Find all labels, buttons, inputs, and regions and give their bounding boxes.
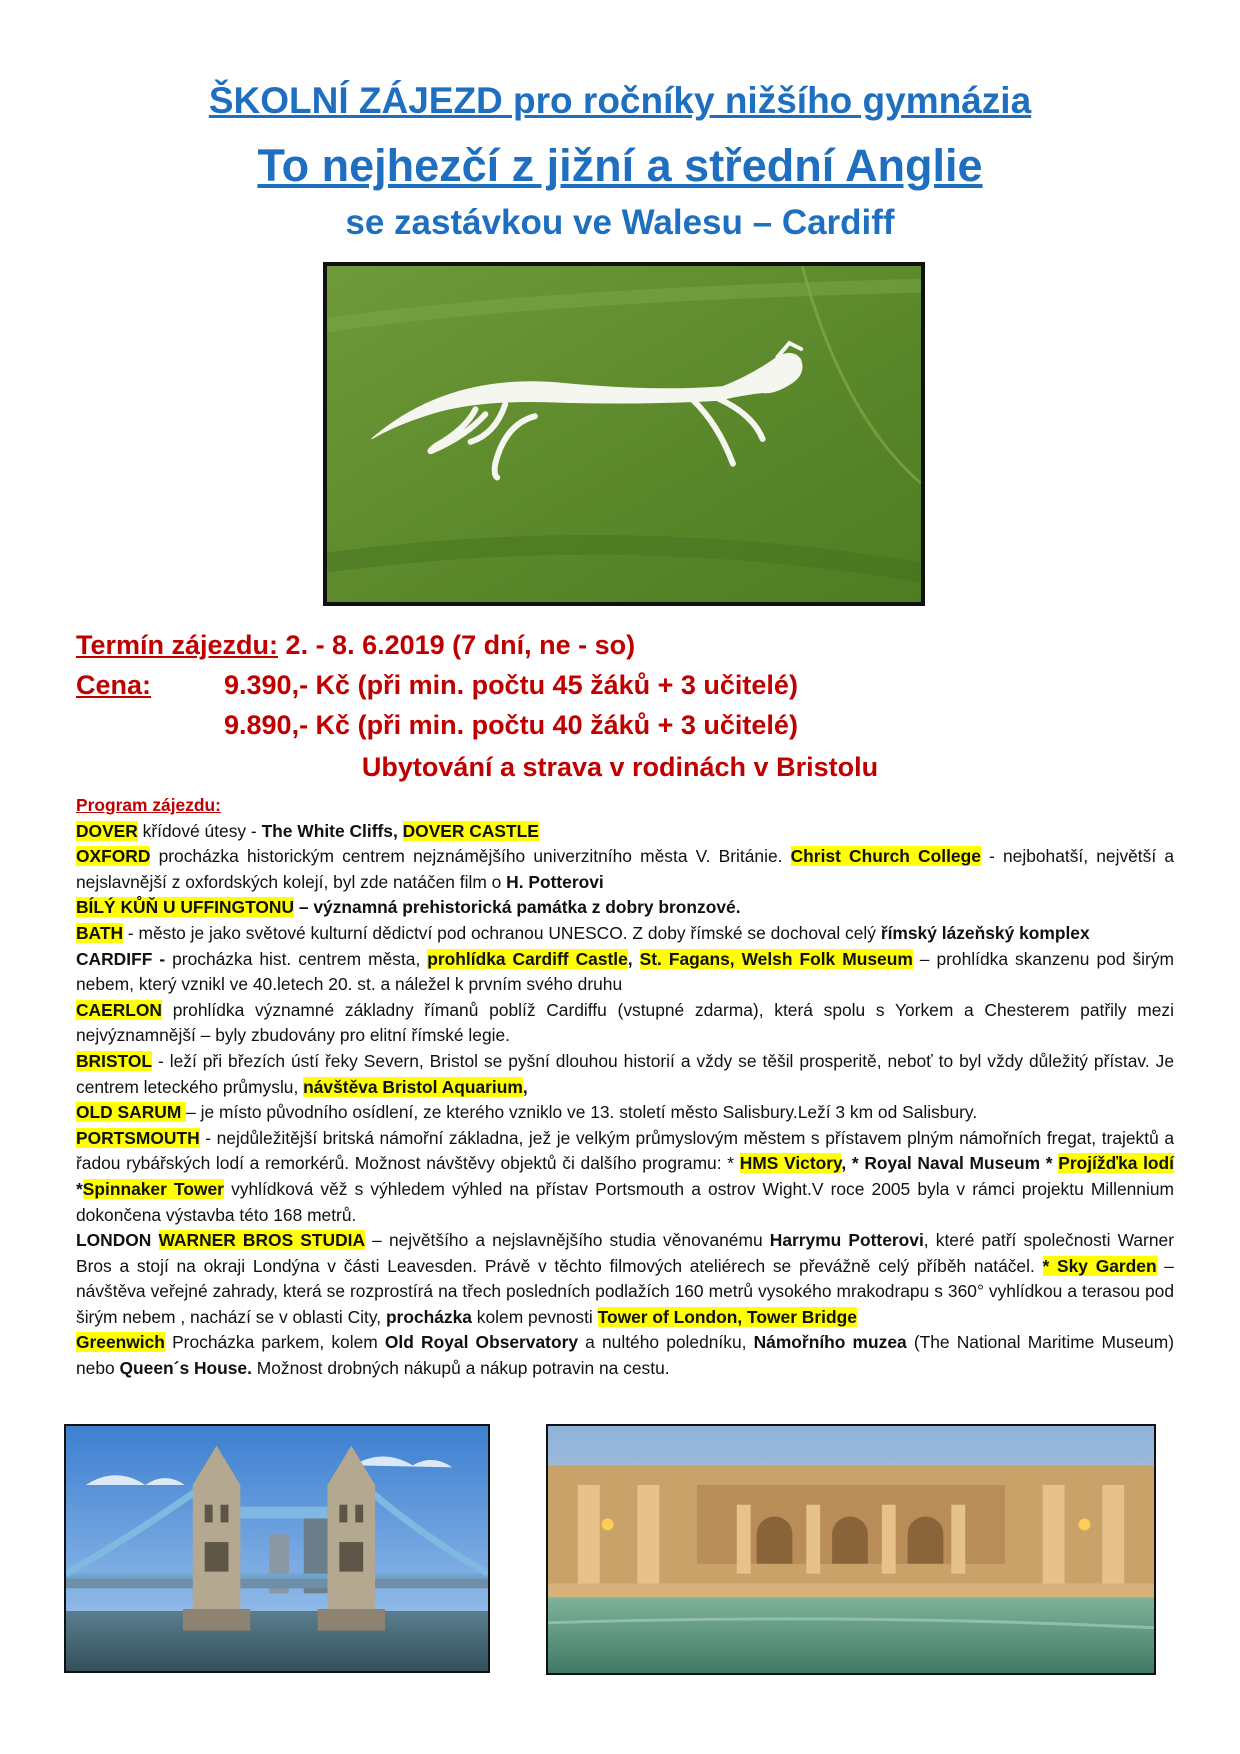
horse-text: – významná prehistorická památka z dobry bronzové. [294,897,741,918]
bristol-aquarium: návštěva Bristol Aquarium [303,1076,523,1097]
program-item-cardiff [76,947,1174,998]
dover-castle: DOVER CASTLE [402,820,539,841]
title-line-2: To nejhezčí z jižní a střední Anglie [257,140,983,191]
portsmouth-victory: HMS Victory [739,1153,842,1174]
horse-name: BÍLÝ KŮŇ U UFFINGTONU [76,897,295,918]
dover-sep: , [392,820,403,841]
portsmouth-text-5: vyhlídková věž s výhledem výhled na přístav Portsmouth a ostrov Wight.V roce 2005 byla v rámci projektu Millennium dokončena výstavba této 168 metrů. [76,1178,1174,1225]
cardiff-castle: prohlídka Cardiff Castle [427,948,628,969]
bath-complex: římský lázeňský komplex [880,922,1090,943]
sarum-name: OLD SARUM [76,1102,187,1123]
greenwich-name: Greenwich [76,1332,165,1353]
london-space [151,1230,158,1250]
program-heading [76,793,1174,819]
bristol-text-2: , [522,1076,528,1097]
tower-bridge-image [64,1424,490,1673]
london-harry: Harrymu Potterovi [769,1230,924,1251]
bristol-name: BRISTOL [76,1050,153,1071]
oxford-name: OXFORD [76,846,151,867]
london-text-4: kolem pevnosti [471,1306,598,1327]
program-item-london [76,1228,1174,1330]
greenwich-observatory: Old Royal Observatory [384,1332,579,1353]
bath-text: - město je jako světové kulturní dědictví pod ochranou UNESCO. Z doby římské se dochoval celý [123,922,881,943]
program-item-portsmouth [76,1126,1174,1228]
bristol-text-1: - leží při březích ústí řeky Severn, Bristol se pyšní dlouhou historií a vždy se těšil prosperitě, neboť to byl vždy důležitý přístav. Je centrem leteckého průmyslu, [76,1050,1174,1097]
portsmouth-tower: Spinnaker Tower [82,1178,224,1199]
trip-term [76,630,635,661]
program-item-oxford [76,844,1174,895]
london-studio: WARNER BROS STUDIA [158,1230,366,1251]
greenwich-queens-house: Queen´s House. [119,1358,252,1379]
portsmouth-text-4: * [76,1178,83,1199]
term-value: 2. - 8. 6.2019 (7 dní, ne - so) [285,630,636,660]
price-label: Cena: [76,670,152,700]
london-text-2: , které patří společnosti Warner Bros a stojí na okraji Londýna v části Leavesden. Právě v těchto filmových ateliérech se převážně celý příběh natáčel. [76,1230,1174,1276]
price-line-1 [76,670,798,701]
oxford-text-1: procházka historickým centrem nejznámějšího univerzitního města V. Británie. [150,846,791,867]
oxford-college: Christ Church College [790,846,981,867]
program-item-horse [76,895,1174,921]
london-text-1: – největšího a nejslavnějšího studia věnovanému [365,1230,770,1251]
accommodation-note: Ubytování a strava v rodinách v Bristolu [361,752,879,782]
portsmouth-boat: Projížďka lodí [1058,1153,1175,1174]
program-item-greenwich [76,1330,1174,1381]
uffington-white-horse-image [323,262,925,606]
portsmouth-text-1: - nejdůležitější britská námořní základna, jež je velkým průmyslovým městem s přístavem plným námořních fregat, trajektů a řadou rybářských lodí a remorkérů. Možnost návštěvy objektů či dalšího programu: * [76,1127,1174,1174]
program-item-dover [76,819,1174,845]
program-item-sarum [76,1100,1174,1126]
dover-text: křídové útesy - [137,820,262,841]
caerlon-name: CAERLON [76,999,162,1020]
portsmouth-text-2: , * [841,1153,865,1174]
greenwich-text-1: Procházka parkem, kolem [164,1332,385,1353]
oxford-text-2: - nejbohatší, největší a nejslavnější z oxfordských kolejí, byl zde natáčen film o [76,846,1175,892]
portsmouth-text-3: * [1040,1153,1059,1174]
program-item-caerlon [76,998,1174,1049]
title-line-1: ŠKOLNÍ ZÁJEZD pro ročníky nižšího gymnázia [208,80,1032,121]
program-section [76,793,1174,1382]
dover-cliffs: The White Cliffs [261,820,393,841]
program-item-bath [76,921,1174,947]
greenwich-museum: Námořního muzea [753,1332,907,1353]
program-item-bristol [76,1049,1174,1100]
london-text-3: – návštěva veřejné zahrady, která se rozprostírá na třech posledních podlažích 160 metrů vysokého mrakodrapu s 360° vyhlídkou a terasou pod širým nebem , nachází se v oblasti City, [76,1255,1174,1327]
oxford-potter: H. Potterovi [506,871,604,892]
caerlon-text: prohlídka významné základny římanů poblíž Cardiffu (vstupné zdarma), která spolu s Yorkem a Chesterem patřily mezi nejvýznamnější – byly zbudovány pro elitní římské legie. [76,999,1174,1046]
title-line-3: se zastávkou ve Walesu – Cardiff [345,203,895,242]
portsmouth-naval: Royal Naval Museum [864,1153,1041,1174]
cardiff-name: CARDIFF - [76,948,173,969]
sarum-text: – je místo původního osídlení, ze kterého vzniklo ve 13. století město Salisbury.Leží 3 km od Salisbury. [186,1102,978,1123]
program-heading-label: Program zájezdu: [76,795,221,815]
portsmouth-name: PORTSMOUTH [76,1127,200,1148]
greenwich-text-3: (The National Maritime Museum) nebo [76,1332,1174,1379]
greenwich-text-2: a nultého poledníku, [578,1332,754,1353]
london-name: LONDON [76,1230,152,1251]
london-towers: Tower of London, Tower Bridge [597,1306,857,1327]
london-walk: procházka [385,1306,472,1327]
cardiff-text-2: – prohlídka skanzenu pod širým nebem, který vznikl ve 40.letech 20. st. a náležel k prvním svého druhu [76,948,1175,995]
price-40: 9.890,- Kč (při min. počtu 40 žáků + 3 učitelé) [224,710,798,740]
roman-baths-image [546,1424,1156,1675]
price-45: 9.390,- Kč (při min. počtu 45 žáků + 3 učitelé) [224,670,798,700]
bath-name: BATH [76,922,124,943]
term-label: Termín zájezdu: [76,630,279,660]
london-sky-garden: * Sky Garden [1042,1255,1157,1276]
cardiff-museum: St. Fagans, Welsh Folk Museum [639,948,913,969]
cardiff-sep: , [627,948,640,969]
greenwich-text-4: Možnost drobných nákupů a nákup potravin na cestu. [251,1358,670,1379]
cardiff-text-1: procházka hist. centrem města, [172,948,428,969]
dover-name: DOVER [76,820,138,841]
